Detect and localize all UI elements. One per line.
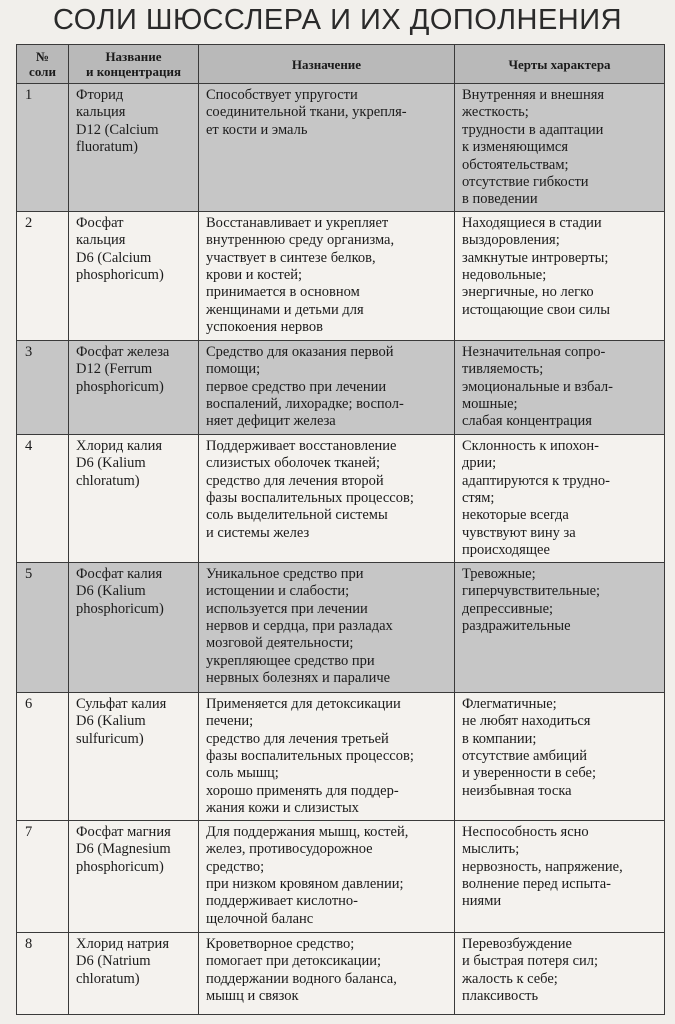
salts-table <box>16 44 665 1015</box>
header-number: № соли <box>17 45 69 84</box>
cell-number: 4 <box>17 434 69 562</box>
cell-character: Флегматичные; не любят находиться в компании; отсутствие амбиций и уверенности в себе; неизбывная тоска <box>455 692 665 820</box>
cell-purpose: Способствует упругости соединительной ткани, укрепля- ет кости и эмаль <box>199 84 455 212</box>
cell-character: Тревожные; гиперчувствительные; депрессивные; раздражительные <box>455 562 665 692</box>
cell-purpose: Кроветворное средство; помогает при детоксикации; поддержании водного баланса, мышц и связок <box>199 932 455 1014</box>
cell-number: 3 <box>17 340 69 434</box>
cell-purpose: Для поддержания мышц, костей, желез, противосудорожное средство; при низком кровяном давлении; поддерживает кислотно- щелочной баланс <box>199 820 455 932</box>
table-header-row <box>17 45 665 84</box>
table-row <box>17 340 665 434</box>
cell-name: Фосфат калия D6 (Kalium phosphoricum) <box>69 562 199 692</box>
cell-name: Сульфат калия D6 (Kalium sulfuricum) <box>69 692 199 820</box>
cell-purpose: Восстанавливает и укрепляет внутреннюю среду организма, участвует в синтезе белков, крови и костей; принимается в основном женщинами и детьми для успокоения нервов <box>199 211 455 340</box>
cell-number: 2 <box>17 211 69 340</box>
table-row <box>17 434 665 562</box>
table-row <box>17 932 665 1014</box>
cell-number: 5 <box>17 562 69 692</box>
cell-number: 6 <box>17 692 69 820</box>
cell-number: 7 <box>17 820 69 932</box>
cell-purpose: Применяется для детоксикации печени; средство для лечения третьей фазы воспалительных процессов; соль мышц; хорошо применять для поддер- жания кожи и слизистых <box>199 692 455 820</box>
cell-number: 8 <box>17 932 69 1014</box>
cell-name: Хлорид калия D6 (Kalium chloratum) <box>69 434 199 562</box>
cell-name: Фосфат кальция D6 (Calcium phosphoricum) <box>69 211 199 340</box>
cell-purpose: Уникальное средство при истощении и слабости; используется при лечении нервов и сердца, при разладах мозговой деятельности; укрепляющее средство при нервных болезнях и параличе <box>199 562 455 692</box>
cell-character: Неспособность ясно мыслить; нервозность, напряжение, волнение перед испыта- ниями <box>455 820 665 932</box>
table-row <box>17 562 665 692</box>
cell-purpose: Поддерживает восстановление слизистых оболочек тканей; средство для лечения второй фазы воспалительных процессов; соль выделительной системы и системы желез <box>199 434 455 562</box>
cell-purpose: Средство для оказания первой помощи; первое средство при лечении воспалений, лихорадке; воспол- няет дефицит железа <box>199 340 455 434</box>
header-purpose: Назначение <box>199 45 455 84</box>
cell-name: Фосфат магния D6 (Magnesium phosphoricum) <box>69 820 199 932</box>
table-row <box>17 211 665 340</box>
cell-name: Фосфат железа D12 (Ferrum phosphoricum) <box>69 340 199 434</box>
table-row <box>17 692 665 820</box>
header-name: Название и концентрация <box>69 45 199 84</box>
cell-character: Незначительная сопро- тивляемость; эмоциональные и взбал- мошные; слабая концентрация <box>455 340 665 434</box>
cell-character: Перевозбуждение и быстрая потеря сил; жалость к себе; плаксивость <box>455 932 665 1014</box>
table-row <box>17 820 665 932</box>
page-title: СОЛИ ШЮССЛЕРА И ИХ ДОПОЛНЕНИЯ <box>52 4 623 36</box>
header-character: Черты характера <box>455 45 665 84</box>
cell-character: Склонность к ипохон- дрии; адаптируются к трудно- стям; некоторые всегда чувствуют вину за происходящее <box>455 434 665 562</box>
table-row <box>17 84 665 212</box>
cell-character: Находящиеся в стадии выздоровления; замкнутые интроверты; недовольные; энергичные, но легко истощающие свои силы <box>455 211 665 340</box>
cell-name: Хлорид натрия D6 (Natrium chloratum) <box>69 932 199 1014</box>
cell-number: 1 <box>17 84 69 212</box>
cell-character: Внутренняя и внешняя жесткость; трудности в адаптации к изменяющимся обстоятельствам; отсутствие гибкости в поведении <box>455 84 665 212</box>
cell-name: Фторид кальция D12 (Calcium fluoratum) <box>69 84 199 212</box>
